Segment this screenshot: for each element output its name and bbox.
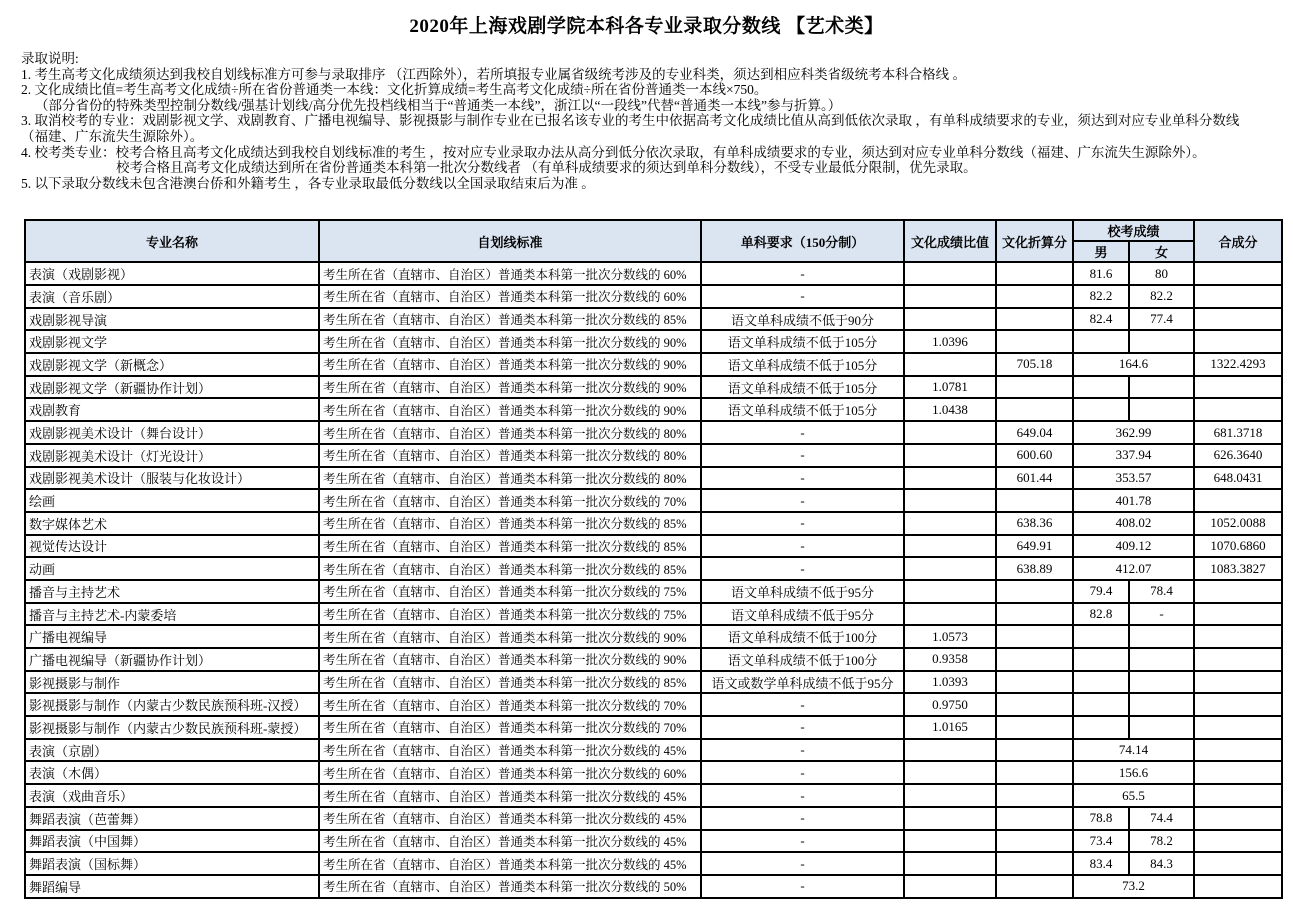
- standard-cell: 考生所在省（直辖市、自治区）普通类本科第一批次分数线的 85%: [319, 671, 701, 694]
- culture-converted-cell: [996, 739, 1073, 762]
- culture-converted-cell: 638.36: [996, 512, 1073, 535]
- composite-score-cell: [1194, 648, 1282, 671]
- table-row: [25, 625, 1282, 648]
- composite-score-cell: [1194, 398, 1282, 421]
- table-row: [25, 784, 1282, 807]
- exam-score-male-cell: [1073, 376, 1129, 399]
- composite-score-cell: 1083.3827: [1194, 557, 1282, 580]
- exam-score-merged-cell: 73.2: [1073, 875, 1194, 898]
- note-line: （福建、广东流失生源除外）。: [21, 128, 204, 144]
- standard-cell: 考生所在省（直辖市、自治区）普通类本科第一批次分数线的 45%: [319, 807, 701, 830]
- culture-ratio-cell: 0.9358: [904, 648, 996, 671]
- subject-requirement-cell: -: [701, 512, 904, 535]
- table-row: [25, 807, 1282, 830]
- standard-cell: 考生所在省（直辖市、自治区）普通类本科第一批次分数线的 90%: [319, 648, 701, 671]
- composite-score-cell: [1194, 761, 1282, 784]
- exam-score-male-cell: 82.8: [1073, 603, 1129, 626]
- exam-score-male-cell: 82.2: [1073, 285, 1129, 308]
- table-row: [25, 444, 1282, 467]
- standard-cell: 考生所在省（直辖市、自治区）普通类本科第一批次分数线的 85%: [319, 308, 701, 331]
- table-row: [25, 830, 1282, 853]
- culture-ratio-cell: 1.0781: [904, 376, 996, 399]
- composite-score-cell: [1194, 262, 1282, 285]
- table-row: [25, 671, 1282, 694]
- major-cell: 影视摄影与制作（内蒙古少数民族预科班-汉授）: [25, 693, 319, 716]
- composite-score-cell: [1194, 693, 1282, 716]
- culture-ratio-cell: [904, 353, 996, 376]
- table-row: [25, 739, 1282, 762]
- culture-ratio-cell: [904, 784, 996, 807]
- culture-ratio-cell: [904, 557, 996, 580]
- subject-requirement-cell: 语文单科成绩不低于105分: [701, 353, 904, 376]
- culture-ratio-cell: [904, 875, 996, 898]
- culture-ratio-cell: [904, 421, 996, 444]
- subject-requirement-cell: -: [701, 489, 904, 512]
- exam-score-female-cell: [1129, 330, 1194, 353]
- composite-score-cell: [1194, 852, 1282, 875]
- major-cell: 影视摄影与制作: [25, 671, 319, 694]
- table-row: [25, 875, 1282, 898]
- standard-cell: 考生所在省（直辖市、自治区）普通类本科第一批次分数线的 50%: [319, 875, 701, 898]
- subject-requirement-cell: 语文单科成绩不低于100分: [701, 648, 904, 671]
- culture-converted-cell: 705.18: [996, 353, 1073, 376]
- table-row: [25, 489, 1282, 512]
- culture-ratio-cell: [904, 285, 996, 308]
- exam-score-male-cell: [1073, 693, 1129, 716]
- culture-ratio-cell: [904, 739, 996, 762]
- culture-ratio-cell: 0.9750: [904, 693, 996, 716]
- exam-score-male-cell: [1073, 625, 1129, 648]
- major-cell: 动画: [25, 557, 319, 580]
- table-row: [25, 398, 1282, 421]
- major-cell: 数字媒体艺术: [25, 512, 319, 535]
- exam-score-female-cell: 77.4: [1129, 308, 1194, 331]
- major-cell: 戏剧影视文学（新疆协作计划）: [25, 376, 319, 399]
- culture-converted-cell: [996, 376, 1073, 399]
- exam-score-merged-cell: 337.94: [1073, 444, 1194, 467]
- culture-converted-cell: [996, 807, 1073, 830]
- subject-requirement-cell: -: [701, 807, 904, 830]
- culture-converted-cell: [996, 285, 1073, 308]
- subject-requirement-cell: 语文或数学单科成绩不低于95分: [701, 671, 904, 694]
- composite-score-cell: [1194, 830, 1282, 853]
- table-row: [25, 285, 1282, 308]
- composite-score-cell: [1194, 285, 1282, 308]
- composite-score-cell: [1194, 376, 1282, 399]
- subject-requirement-cell: 语文单科成绩不低于105分: [701, 330, 904, 353]
- culture-converted-cell: [996, 308, 1073, 331]
- subject-requirement-cell: 语文单科成绩不低于105分: [701, 398, 904, 421]
- culture-ratio-cell: [904, 535, 996, 558]
- exam-score-male-cell: [1073, 671, 1129, 694]
- exam-score-merged-cell: 412.07: [1073, 557, 1194, 580]
- table-row: [25, 648, 1282, 671]
- composite-score-cell: [1194, 875, 1282, 898]
- standard-cell: 考生所在省（直辖市、自治区）普通类本科第一批次分数线的 75%: [319, 580, 701, 603]
- subject-requirement-cell: -: [701, 784, 904, 807]
- exam-score-female-cell: [1129, 376, 1194, 399]
- exam-score-female-cell: 80: [1129, 262, 1194, 285]
- exam-score-female-cell: [1129, 693, 1194, 716]
- composite-score-cell: [1194, 489, 1282, 512]
- culture-converted-cell: [996, 330, 1073, 353]
- exam-score-merged-cell: 353.57: [1073, 467, 1194, 490]
- composite-score-cell: [1194, 580, 1282, 603]
- table-row: [25, 308, 1282, 331]
- culture-ratio-cell: [904, 489, 996, 512]
- notes-heading: 录取说明:: [21, 51, 79, 66]
- note-line: 校考合格且高考文化成绩达到所在省份普通类本科第一批次分数线者 （有单科成绩要求的须达到单科分数线），不受专业最低分限制，优先录取。: [116, 160, 977, 176]
- major-cell: 影视摄影与制作（内蒙古少数民族预科班-蒙授）: [25, 716, 319, 739]
- subject-requirement-cell: -: [701, 535, 904, 558]
- table-row: [25, 262, 1282, 285]
- culture-ratio-cell: 1.0573: [904, 625, 996, 648]
- exam-score-female-cell: 82.2: [1129, 285, 1194, 308]
- note-line: 5. 以下录取分数线未包含港澳台侨和外籍考生 ，各专业录取最低分数线以全国录取结束后为准 。: [21, 175, 595, 191]
- culture-converted-cell: [996, 603, 1073, 626]
- page-title: 2020年上海戏剧学院本科各专业录取分数线 【艺术类】: [409, 16, 884, 37]
- note-line: 1. 考生高考文化成绩须达到我校自划线标准方可参与录取排序 （江西除外），若所填报专业属省级统考涉及的专业科类，须达到相应科类省级统考本科合格线 。: [21, 66, 966, 82]
- major-cell: 表演（戏剧影视）: [25, 262, 319, 285]
- subject-requirement-cell: -: [701, 852, 904, 875]
- col-header-male: 男: [1073, 241, 1129, 262]
- culture-converted-cell: [996, 262, 1073, 285]
- col-header-ratio: 文化成绩比值: [904, 220, 996, 262]
- culture-converted-cell: [996, 671, 1073, 694]
- table-row: [25, 761, 1282, 784]
- major-cell: 播音与主持艺术: [25, 580, 319, 603]
- table-row: [25, 716, 1282, 739]
- subject-requirement-cell: -: [701, 262, 904, 285]
- standard-cell: 考生所在省（直辖市、自治区）普通类本科第一批次分数线的 90%: [319, 330, 701, 353]
- exam-score-male-cell: 82.4: [1073, 308, 1129, 331]
- standard-cell: 考生所在省（直辖市、自治区）普通类本科第一批次分数线的 80%: [319, 467, 701, 490]
- major-cell: 戏剧影视美术设计（服装与化妆设计）: [25, 467, 319, 490]
- composite-score-cell: [1194, 807, 1282, 830]
- major-cell: 表演（木偶）: [25, 761, 319, 784]
- standard-cell: 考生所在省（直辖市、自治区）普通类本科第一批次分数线的 85%: [319, 557, 701, 580]
- table-row: [25, 353, 1282, 376]
- table-row: [25, 330, 1282, 353]
- major-cell: 视觉传达设计: [25, 535, 319, 558]
- note-line: （部分省份的特殊类型控制分数线/强基计划线/高分优先投档线相当于“普通类一本线”，浙江以“一段线”代替“普通类一本线”参与折算。）: [35, 97, 842, 113]
- culture-converted-cell: [996, 875, 1073, 898]
- culture-converted-cell: [996, 761, 1073, 784]
- standard-cell: 考生所在省（直辖市、自治区）普通类本科第一批次分数线的 80%: [319, 444, 701, 467]
- exam-score-male-cell: 78.8: [1073, 807, 1129, 830]
- exam-score-merged-cell: 156.6: [1073, 761, 1194, 784]
- culture-ratio-cell: [904, 444, 996, 467]
- subject-requirement-cell: -: [701, 444, 904, 467]
- culture-ratio-cell: [904, 467, 996, 490]
- note-line: 2. 文化成绩比值=考生高考文化成绩÷所在省份普通类一本线：文化折算成绩=考生高考文化成绩÷所在省份普通类一本线×750。: [21, 82, 768, 98]
- table-row: [25, 693, 1282, 716]
- major-cell: 戏剧影视美术设计（灯光设计）: [25, 444, 319, 467]
- culture-converted-cell: [996, 693, 1073, 716]
- standard-cell: 考生所在省（直辖市、自治区）普通类本科第一批次分数线的 45%: [319, 739, 701, 762]
- major-cell: 广播电视编导（新疆协作计划）: [25, 648, 319, 671]
- subject-requirement-cell: -: [701, 716, 904, 739]
- major-cell: 戏剧影视美术设计（舞台设计）: [25, 421, 319, 444]
- exam-score-female-cell: 74.4: [1129, 807, 1194, 830]
- exam-score-male-cell: [1073, 330, 1129, 353]
- standard-cell: 考生所在省（直辖市、自治区）普通类本科第一批次分数线的 90%: [319, 376, 701, 399]
- table-row: [25, 421, 1282, 444]
- major-cell: 戏剧影视文学（新概念）: [25, 353, 319, 376]
- standard-cell: 考生所在省（直辖市、自治区）普通类本科第一批次分数线的 75%: [319, 603, 701, 626]
- table-row: [25, 580, 1282, 603]
- subject-requirement-cell: -: [701, 761, 904, 784]
- standard-cell: 考生所在省（直辖市、自治区）普通类本科第一批次分数线的 90%: [319, 625, 701, 648]
- exam-score-female-cell: 78.4: [1129, 580, 1194, 603]
- col-header-major: 专业名称: [25, 220, 319, 262]
- exam-score-male-cell: 83.4: [1073, 852, 1129, 875]
- culture-converted-cell: [996, 580, 1073, 603]
- exam-score-female-cell: [1129, 671, 1194, 694]
- exam-score-male-cell: [1073, 648, 1129, 671]
- culture-ratio-cell: 1.0165: [904, 716, 996, 739]
- culture-ratio-cell: [904, 852, 996, 875]
- exam-score-merged-cell: 362.99: [1073, 421, 1194, 444]
- subject-requirement-cell: -: [701, 739, 904, 762]
- culture-ratio-cell: [904, 262, 996, 285]
- culture-converted-cell: 638.89: [996, 557, 1073, 580]
- composite-score-cell: [1194, 716, 1282, 739]
- major-cell: 舞蹈表演（中国舞）: [25, 830, 319, 853]
- culture-ratio-cell: [904, 580, 996, 603]
- composite-score-cell: 1070.6860: [1194, 535, 1282, 558]
- standard-cell: 考生所在省（直辖市、自治区）普通类本科第一批次分数线的 85%: [319, 512, 701, 535]
- table-row: [25, 376, 1282, 399]
- col-header-exam: 校考成绩: [1073, 220, 1194, 241]
- culture-ratio-cell: 1.0438: [904, 398, 996, 421]
- note-line: 3. 取消校考的专业：戏剧影视文学、戏剧教育、广播电视编导、影视摄影与制作专业在已报名该专业的考生中依据高考文化成绩比值从高到低依次录取 ，有单科成绩要求的专业，须达到对应专业单科分数线: [21, 113, 1240, 129]
- culture-converted-cell: 601.44: [996, 467, 1073, 490]
- standard-cell: 考生所在省（直辖市、自治区）普通类本科第一批次分数线的 90%: [319, 398, 701, 421]
- col-header-subject: 单科要求（150分制）: [701, 220, 904, 262]
- standard-cell: 考生所在省（直辖市、自治区）普通类本科第一批次分数线的 80%: [319, 421, 701, 444]
- composite-score-cell: [1194, 739, 1282, 762]
- composite-score-cell: [1194, 625, 1282, 648]
- subject-requirement-cell: -: [701, 285, 904, 308]
- subject-requirement-cell: -: [701, 875, 904, 898]
- major-cell: 播音与主持艺术-内蒙委培: [25, 603, 319, 626]
- exam-score-female-cell: [1129, 398, 1194, 421]
- exam-score-female-cell: 84.3: [1129, 852, 1194, 875]
- culture-converted-cell: [996, 784, 1073, 807]
- major-cell: 戏剧教育: [25, 398, 319, 421]
- standard-cell: 考生所在省（直辖市、自治区）普通类本科第一批次分数线的 45%: [319, 830, 701, 853]
- major-cell: 表演（音乐剧）: [25, 285, 319, 308]
- culture-converted-cell: 600.60: [996, 444, 1073, 467]
- culture-ratio-cell: [904, 603, 996, 626]
- culture-converted-cell: [996, 625, 1073, 648]
- notes-section: [21, 51, 1293, 191]
- major-cell: 戏剧影视文学: [25, 330, 319, 353]
- culture-converted-cell: 649.04: [996, 421, 1073, 444]
- exam-score-merged-cell: 401.78: [1073, 489, 1194, 512]
- table-row: [25, 512, 1282, 535]
- exam-score-male-cell: [1073, 398, 1129, 421]
- table-row: [25, 557, 1282, 580]
- col-header-standard: 自划线标准: [319, 220, 701, 262]
- major-cell: 舞蹈表演（国标舞）: [25, 852, 319, 875]
- exam-score-merged-cell: 408.02: [1073, 512, 1194, 535]
- standard-cell: 考生所在省（直辖市、自治区）普通类本科第一批次分数线的 60%: [319, 761, 701, 784]
- standard-cell: 考生所在省（直辖市、自治区）普通类本科第一批次分数线的 45%: [319, 784, 701, 807]
- table-row: [25, 535, 1282, 558]
- standard-cell: 考生所在省（直辖市、自治区）普通类本科第一批次分数线的 90%: [319, 353, 701, 376]
- exam-score-male-cell: 73.4: [1073, 830, 1129, 853]
- standard-cell: 考生所在省（直辖市、自治区）普通类本科第一批次分数线的 70%: [319, 693, 701, 716]
- composite-score-cell: 1052.0088: [1194, 512, 1282, 535]
- subject-requirement-cell: 语文单科成绩不低于100分: [701, 625, 904, 648]
- major-cell: 戏剧影视导演: [25, 308, 319, 331]
- major-cell: 舞蹈表演（芭蕾舞）: [25, 807, 319, 830]
- major-cell: 表演（戏曲音乐）: [25, 784, 319, 807]
- composite-score-cell: 681.3718: [1194, 421, 1282, 444]
- composite-score-cell: [1194, 308, 1282, 331]
- subject-requirement-cell: 语文单科成绩不低于95分: [701, 580, 904, 603]
- col-header-converted: 文化折算分: [996, 220, 1073, 262]
- standard-cell: 考生所在省（直辖市、自治区）普通类本科第一批次分数线的 70%: [319, 716, 701, 739]
- subject-requirement-cell: 语文单科成绩不低于90分: [701, 308, 904, 331]
- exam-score-merged-cell: 409.12: [1073, 535, 1194, 558]
- culture-ratio-cell: [904, 308, 996, 331]
- composite-score-cell: [1194, 671, 1282, 694]
- exam-score-female-cell: [1129, 648, 1194, 671]
- table-row: [25, 852, 1282, 875]
- standard-cell: 考生所在省（直辖市、自治区）普通类本科第一批次分数线的 85%: [319, 535, 701, 558]
- subject-requirement-cell: -: [701, 693, 904, 716]
- exam-score-female-cell: 78.2: [1129, 830, 1194, 853]
- exam-score-merged-cell: 65.5: [1073, 784, 1194, 807]
- standard-cell: 考生所在省（直辖市、自治区）普通类本科第一批次分数线的 60%: [319, 285, 701, 308]
- standard-cell: 考生所在省（直辖市、自治区）普通类本科第一批次分数线的 45%: [319, 852, 701, 875]
- table-row: [25, 603, 1282, 626]
- culture-converted-cell: [996, 852, 1073, 875]
- exam-score-male-cell: 81.6: [1073, 262, 1129, 285]
- culture-converted-cell: [996, 830, 1073, 853]
- culture-ratio-cell: [904, 761, 996, 784]
- major-cell: 广播电视编导: [25, 625, 319, 648]
- col-header-composite: 合成分: [1194, 220, 1282, 262]
- standard-cell: 考生所在省（直辖市、自治区）普通类本科第一批次分数线的 60%: [319, 262, 701, 285]
- culture-ratio-cell: [904, 807, 996, 830]
- subject-requirement-cell: -: [701, 467, 904, 490]
- culture-converted-cell: [996, 716, 1073, 739]
- exam-score-female-cell: [1129, 716, 1194, 739]
- culture-converted-cell: 649.91: [996, 535, 1073, 558]
- subject-requirement-cell: 语文单科成绩不低于95分: [701, 603, 904, 626]
- culture-converted-cell: [996, 489, 1073, 512]
- standard-cell: 考生所在省（直辖市、自治区）普通类本科第一批次分数线的 70%: [319, 489, 701, 512]
- major-cell: 表演（京剧）: [25, 739, 319, 762]
- culture-ratio-cell: 1.0393: [904, 671, 996, 694]
- note-line: 4. 校考类专业：校考合格且高考文化成绩达到我校自划线标准的考生 ，按对应专业录取办法从高分到低分依次录取，有单科成绩要求的专业，须达到对应专业单科分数线（福建、广东流失生源除外）。: [21, 144, 1206, 160]
- culture-converted-cell: [996, 398, 1073, 421]
- score-table-body: [25, 262, 1282, 897]
- score-table-header: [25, 220, 1282, 262]
- subject-requirement-cell: -: [701, 557, 904, 580]
- subject-requirement-cell: -: [701, 421, 904, 444]
- subject-requirement-cell: 语文单科成绩不低于105分: [701, 376, 904, 399]
- exam-score-merged-cell: 164.6: [1073, 353, 1194, 376]
- composite-score-cell: [1194, 784, 1282, 807]
- composite-score-cell: 1322.4293: [1194, 353, 1282, 376]
- major-cell: 舞蹈编导: [25, 875, 319, 898]
- culture-ratio-cell: 1.0396: [904, 330, 996, 353]
- culture-ratio-cell: [904, 830, 996, 853]
- major-cell: 绘画: [25, 489, 319, 512]
- exam-score-male-cell: [1073, 716, 1129, 739]
- composite-score-cell: 648.0431: [1194, 467, 1282, 490]
- composite-score-cell: [1194, 330, 1282, 353]
- composite-score-cell: 626.3640: [1194, 444, 1282, 467]
- exam-score-male-cell: 79.4: [1073, 580, 1129, 603]
- exam-score-female-cell: -: [1129, 603, 1194, 626]
- culture-converted-cell: [996, 648, 1073, 671]
- subject-requirement-cell: -: [701, 830, 904, 853]
- composite-score-cell: [1194, 603, 1282, 626]
- culture-ratio-cell: [904, 512, 996, 535]
- exam-score-merged-cell: 74.14: [1073, 739, 1194, 762]
- col-header-female: 女: [1129, 241, 1194, 262]
- score-table: [24, 219, 1283, 898]
- table-row: [25, 467, 1282, 490]
- exam-score-female-cell: [1129, 625, 1194, 648]
